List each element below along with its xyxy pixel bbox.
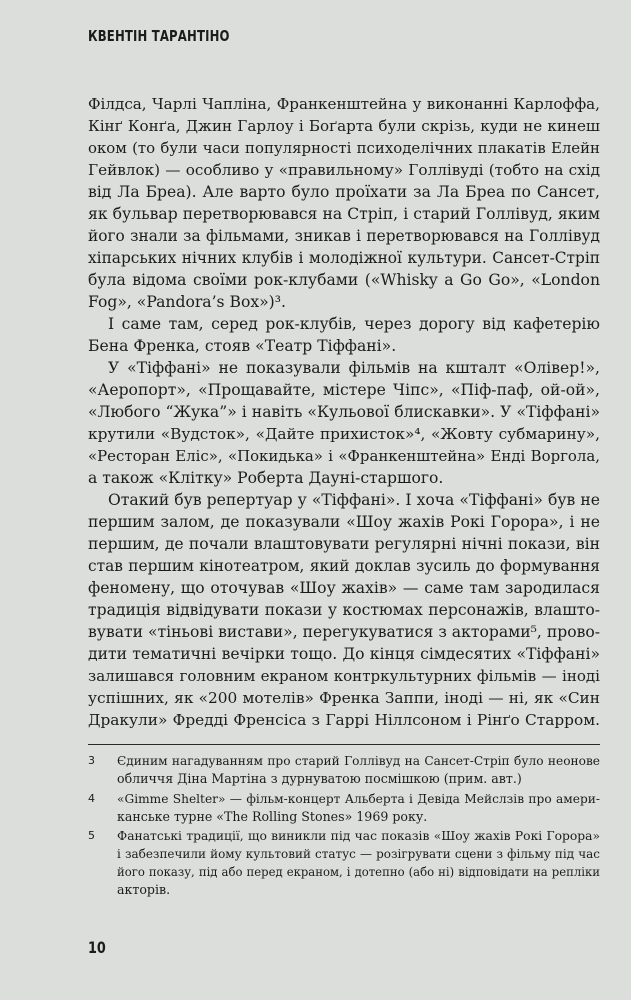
text-line: Бена Френка, стояв «Театр Тіффані». <box>88 337 397 355</box>
text-line: Гейвлок) — особливо у «правильному» Голлівуді (тобто на схід <box>88 161 600 179</box>
text-line: оком (то були часи популярності психоделічних плакатів Елейн <box>88 139 600 157</box>
text-line: І саме там, серед рок-клубів, через дорогу від кафетерію <box>108 315 600 333</box>
footnote-line: обличчя Діна Мартіна з дурнуватою посмішкою (прим. авт.) <box>117 771 522 786</box>
text-line: як бульвар перетворювався на Стріп, і старий Голлівуд, яким <box>88 205 600 223</box>
text-line: була відома своїми рок-клубами («Whisky a Go Go», «London <box>88 271 600 289</box>
text-line: феномену, що оточував «Шоу жахів» — саме там зародилася <box>88 579 600 597</box>
text-line: «Аеропорт», «Прощавайте, містере Чіпс», «Піф-паф, ой-ой», <box>88 381 600 399</box>
footnote-number: 5 <box>88 829 95 842</box>
text-line: став першим кінотеатром, який доклав зусиль до формування <box>88 557 600 575</box>
footnote-number: 3 <box>88 754 95 767</box>
footnote-line: Фанатські традиції, що виникли під час показів «Шоу жахів Рокі Горора» <box>117 829 600 843</box>
text-line: дити тематичні вечірки тощо. До кінця сімдесятих «Тіффані» <box>88 645 600 663</box>
text-line: першим залом, де показували «Шоу жахів Рокі Горора», і не <box>88 513 600 531</box>
text-line: а також «Клітку» Роберта Дауні-старшого. <box>88 469 444 487</box>
text-line: «Ресторан Еліс», «Покидька» і «Франкенштейна» Енді Воргола, <box>88 447 600 465</box>
text-line: У «Тіффані» не показували фільмів на кшталт «Олівер!», <box>108 359 600 377</box>
text-line: «Любого “Жука”» і навіть «Кульової блискавки». У «Тіффані» <box>88 403 600 421</box>
text-line: Отакий був репертуар у «Тіффані». І хоча «Тіффані» був не <box>108 491 600 509</box>
text-line: Філдса, Чарлі Чапліна, Франкенштейна у виконанні Карлоффа, <box>88 95 600 113</box>
footnote-line: акторів. <box>117 882 171 897</box>
text-line: Fog», «Pandora’s Box»)³. <box>88 293 286 311</box>
text-line: традиція відвідувати покази у костюмах персонажів, влашто- <box>88 601 600 619</box>
footnote-number: 4 <box>88 792 95 805</box>
text-line: від Ла Бреа). Але варто було проїхати за Ла Бреа по Сансет, <box>88 183 600 201</box>
footnote-line: Єдиним нагадуванням про старий Голлівуд на Сансет-Стріп було неонове <box>117 754 600 768</box>
text-line: Дракули» Фредді Френсіса з Гаррі Ніллсоном і Рінґо Старром. <box>88 711 600 729</box>
text-line: успішних, як «200 мотелів» Френка Заппи, іноді — ні, як «Син <box>88 689 600 707</box>
footnote-divider <box>88 744 600 745</box>
text-line: вувати «тіньові вистави», перегукуватися з акторами⁵, прово- <box>88 623 601 641</box>
text-line: Кінґ Конґа, Джин Гарлоу і Боґарта були скрізь, куди не кинеш <box>88 117 600 135</box>
text-line: залишався головним екраном контркультурних фільмів — іноді <box>88 667 600 685</box>
text-line: його знали за фільмами, зникав і перетворювався на Голлівуд <box>88 227 600 245</box>
footnote-line: «Gimme Shelter» — фільм-концерт Альберта і Девіда Мейслзів про амери- <box>117 792 600 806</box>
running-header: КВЕНТІН ТАРАНТІНО <box>88 27 230 45</box>
text-line: першим, де почали влаштовувати регулярні нічні покази, він <box>88 535 600 553</box>
footnote-line: його показу, під або перед екраном, і дотепно (або ні) відповідати на репліки <box>117 865 600 879</box>
footnote-line: канське турне «The Rolling Stones» 1969 року. <box>117 809 428 824</box>
page-number: 10 <box>88 938 106 957</box>
footnote-line: і забезпечили йому культовий статус — розігрувати сцени з фільму під час <box>117 847 600 861</box>
text-line: крутили «Вудсток», «Дайте прихисток»⁴, «Жовту субмарину», <box>88 425 600 443</box>
text-line: хіпарських нічних клубів і молодіжної культури. Сансет-Стріп <box>88 249 600 267</box>
